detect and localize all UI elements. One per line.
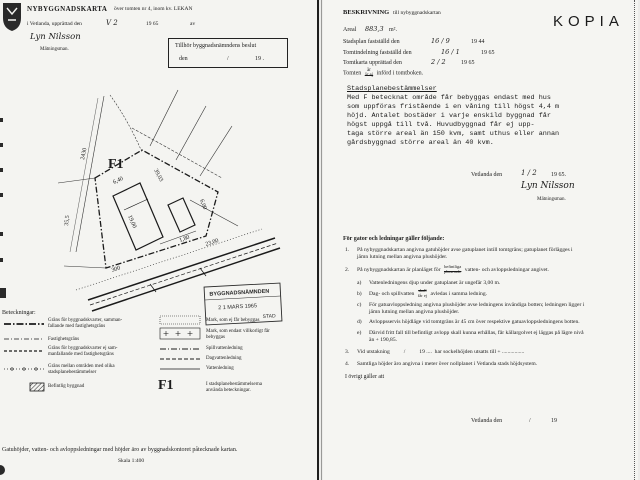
city-plan-year: 19 44 xyxy=(471,39,485,45)
decision-box-slash: / xyxy=(227,56,229,62)
regulation-line: gårdsbyggnad större areal än 40 kvm. xyxy=(347,139,494,147)
item-text: jämn lutning mellan angivna plushöjder. xyxy=(369,309,460,315)
decision-box-title: Tillhör byggnadsnämndens beslut xyxy=(175,43,257,49)
legend-item-label: Mark, som ej får bebyggas xyxy=(206,318,260,323)
regulation-line: höjd. Antalet bostäder i varje enskild byggnad får xyxy=(347,112,551,120)
area-value: 883,3 xyxy=(365,25,384,33)
description-title: BESKRIVNING xyxy=(343,9,390,16)
lot-register-suffix: införd i tomtboken. xyxy=(376,70,424,77)
legend-item-label: bebyggas xyxy=(206,335,225,340)
lot-register-prefix: Tomten xyxy=(343,70,362,77)
legend-item-label: Befintlig byggnad xyxy=(48,384,85,389)
map-date-suffix: av xyxy=(190,21,196,27)
item-number: 2. xyxy=(345,267,350,273)
outbuilding xyxy=(168,198,195,232)
surveyor-signature: Lyn Nilsson xyxy=(30,32,81,42)
map-label-dimension: 6,00 xyxy=(198,198,208,211)
item-number: 1. xyxy=(345,247,350,253)
regulation-line: taga större areal än 150 kvm, samt uthus eller annan xyxy=(347,130,560,138)
signoff-title: Mätningsman. xyxy=(537,197,566,202)
description-sheet xyxy=(323,0,638,480)
scan-margin-marks xyxy=(0,118,6,475)
map-date: V 2 xyxy=(106,19,118,27)
map-label-dimension: 2430 xyxy=(80,147,89,161)
lot-register-option-struck: är ej xyxy=(364,73,374,79)
city-plan-label: Stadsplan fastställd den xyxy=(343,39,400,45)
map-footer-note: Gatuhöjder, vatten- och avloppsledningar med höjder äro av byggnadskontoret påtecknade kartan. xyxy=(2,447,238,453)
stamp-line: BYGGNADSNÄMNDEN xyxy=(209,288,270,298)
decision-box-den: den xyxy=(179,56,188,62)
item-text-suffix: vatten- och avloppsledningar angivet. xyxy=(464,266,549,273)
signoff-date: 1 / 2 xyxy=(521,169,537,177)
signoff-place: Vetlanda den xyxy=(471,172,503,178)
legend-item-label: fallande med fastighetsgräns xyxy=(48,324,106,329)
legend-symbol-existing-building xyxy=(30,383,44,391)
item-text xyxy=(357,265,549,274)
copy-stamp: KOPIA xyxy=(553,13,624,30)
signoff-signature: Lyn Nilsson xyxy=(521,181,575,191)
item-option: befintliga xyxy=(444,264,462,269)
city-plan-date: 16 / 9 xyxy=(431,37,450,45)
item-option-struck: skall xyxy=(418,288,427,293)
signoff2-slash: / xyxy=(529,418,531,424)
signoff-year: 19 65. xyxy=(551,172,566,178)
stamp-line: STAD xyxy=(262,313,276,320)
legend-item-label: Gräns för byggnadskvarter ej sam- xyxy=(48,346,118,351)
legend-plan-symbol: F1 xyxy=(158,378,174,393)
item-number: c) xyxy=(357,302,362,308)
item-text: Avloppsservis höjdläge vid tomtgräns är 45 cm över respektive gatuavloppsledningens botten. xyxy=(369,319,580,325)
area-unit: m². xyxy=(389,27,397,33)
lot-map-label: Tomtkarta upprättad den xyxy=(343,60,402,66)
lot-division-date: 16 / 1 xyxy=(441,48,460,56)
decision-box xyxy=(168,38,288,68)
map-title: NYBYGGNADSKARTA xyxy=(27,5,108,13)
legend-symbol-no-build-land xyxy=(160,316,200,324)
map-label-dimension: 35,5 xyxy=(64,215,72,227)
main-building xyxy=(113,183,163,250)
item-number: d) xyxy=(357,319,362,325)
legend-item-label: Vattenledning xyxy=(206,366,234,371)
legend-item-label: Gräns mellan områden med olika xyxy=(48,364,115,369)
legend-item-label: Gräns för byggnadskvarter, samman- xyxy=(48,318,123,323)
map-date-prefix: i Vetlanda, upprättad den xyxy=(27,21,82,27)
item-text xyxy=(369,289,487,298)
legend-item-label: Mark, som endast villkorligt får xyxy=(206,329,270,334)
legend-item-label: stadsplanebestämmelser xyxy=(48,370,97,375)
regulation-line: Med F betecknat område får bebyggas endast med hus xyxy=(347,94,551,102)
page-gutter-edge xyxy=(321,0,322,480)
legend-plan-symbol-text: använda beteckningar. xyxy=(206,388,251,393)
map-label-dimension: 23,00 xyxy=(204,238,220,248)
item-text: På nybyggnadskartan angivna gatuhöjder avse gatuplanet intill tomtgräns; gatuplanet förlägges i xyxy=(357,247,573,253)
area-label: Areal xyxy=(343,27,357,33)
item-number: e) xyxy=(357,330,362,336)
map-labels xyxy=(64,147,219,273)
lot-division-year: 19 65 xyxy=(481,50,495,56)
signoff2-year: 19 xyxy=(551,418,557,424)
lot-map-year: 19 65 xyxy=(461,60,475,66)
map-label-dimension: 39,03 xyxy=(152,168,164,183)
description-title-rest: till nybyggnadskartan xyxy=(393,10,441,16)
legend-item-label: manfallande med fastighetsgräns xyxy=(48,352,114,357)
other-conditions: I övrigt gäller att xyxy=(345,374,385,380)
streets-heading: För gator och ledningar gäller följande: xyxy=(343,236,445,242)
item-text-prefix: Dag- och spillvatten xyxy=(369,290,415,297)
item-number: 4. xyxy=(345,361,350,367)
item-text-suffix: avledas i samma ledning. xyxy=(430,290,488,297)
map-label-dimension: 19,00 xyxy=(126,214,138,230)
item-text: Vattenledningens djup under gatuplanet är ungefär 3,00 m. xyxy=(369,280,501,286)
lot-register-options xyxy=(365,68,373,78)
regulation-line: högst uppgå till två. Huvudbyggnad får ej upp- xyxy=(347,121,535,129)
street xyxy=(76,229,280,311)
surveyor-title: Mätningsman. xyxy=(40,47,69,52)
building-inner-line xyxy=(124,199,148,210)
map-scale: Skala 1:400 xyxy=(118,458,145,464)
item-number: a) xyxy=(357,280,362,286)
lot-division-label: Tomtindelning fastställd den xyxy=(343,50,412,56)
decision-box-year: 19 . xyxy=(255,56,264,62)
site-map xyxy=(0,0,317,480)
legend-item-label: Fastighetsgräns xyxy=(48,337,80,342)
item-text: än + 190,85. xyxy=(369,337,398,343)
item-text-prefix: På nybyggnadskartan är planläget för xyxy=(357,266,441,273)
map-label-plan-zone: F1 xyxy=(108,157,124,172)
scan-right-margin xyxy=(634,0,635,480)
item-option: får ej xyxy=(417,292,428,298)
item-text: Därvid fritt fall till befintligt avlopp skall kunna erhållas, får källargolvet ej läggas på lägre nivå xyxy=(369,330,584,336)
map-year: 19 65 xyxy=(146,21,159,27)
map-label-dimension: 1,80 xyxy=(178,234,191,244)
item-options xyxy=(444,265,461,274)
lot-map-date: 2 / 2 xyxy=(431,58,446,66)
lot-register-line xyxy=(343,68,423,78)
item-options xyxy=(418,289,427,298)
map-label-dimension: 6,40 xyxy=(112,175,125,186)
signoff2-place: Vetlanda den xyxy=(471,418,503,424)
legend-item-label: Spillvattenledning xyxy=(206,346,243,351)
legend-item-label: Dagvattenledning xyxy=(206,356,242,361)
item-text: jämn lutning mellan angivna plushöjder. xyxy=(357,254,448,260)
legend-title: Beteckningar: xyxy=(2,310,36,316)
item-text: Samtliga höjder äro angivna i meter över nollplanet i Vetlanda stads höjdsystem. xyxy=(357,361,538,367)
legend-plan-symbol-text: I stadsplanebestämmelserna xyxy=(206,382,262,387)
regulation-line: som uppföras fristående i en våning till högst 4,4 m xyxy=(347,103,560,111)
item-number: b) xyxy=(357,291,362,297)
regulation-heading: Stadsplanebestämmelser xyxy=(347,85,437,93)
map-label-dimension: 300 xyxy=(110,265,122,274)
lot-register-option: är xyxy=(367,68,371,73)
stamp-line: 2 1 MARS 1965 xyxy=(218,303,258,312)
map-sheet xyxy=(0,0,317,480)
page-gutter xyxy=(317,0,319,480)
item-number: 3. xyxy=(345,349,350,355)
item-text: Vid utstakning / 19 .... har sockelhöjden utsatts till + ................ xyxy=(357,349,525,355)
item-text: För gatuavloppsledning angivna plushöjder avse ledningens invändiga botten; ledningen ligger i xyxy=(369,302,585,308)
vetlanda-coat-of-arms-icon xyxy=(2,2,22,32)
map-title-rest: över tomten nr 4, inom kv. LEKAN xyxy=(114,6,193,12)
item-option-struck: planerade xyxy=(443,268,462,274)
